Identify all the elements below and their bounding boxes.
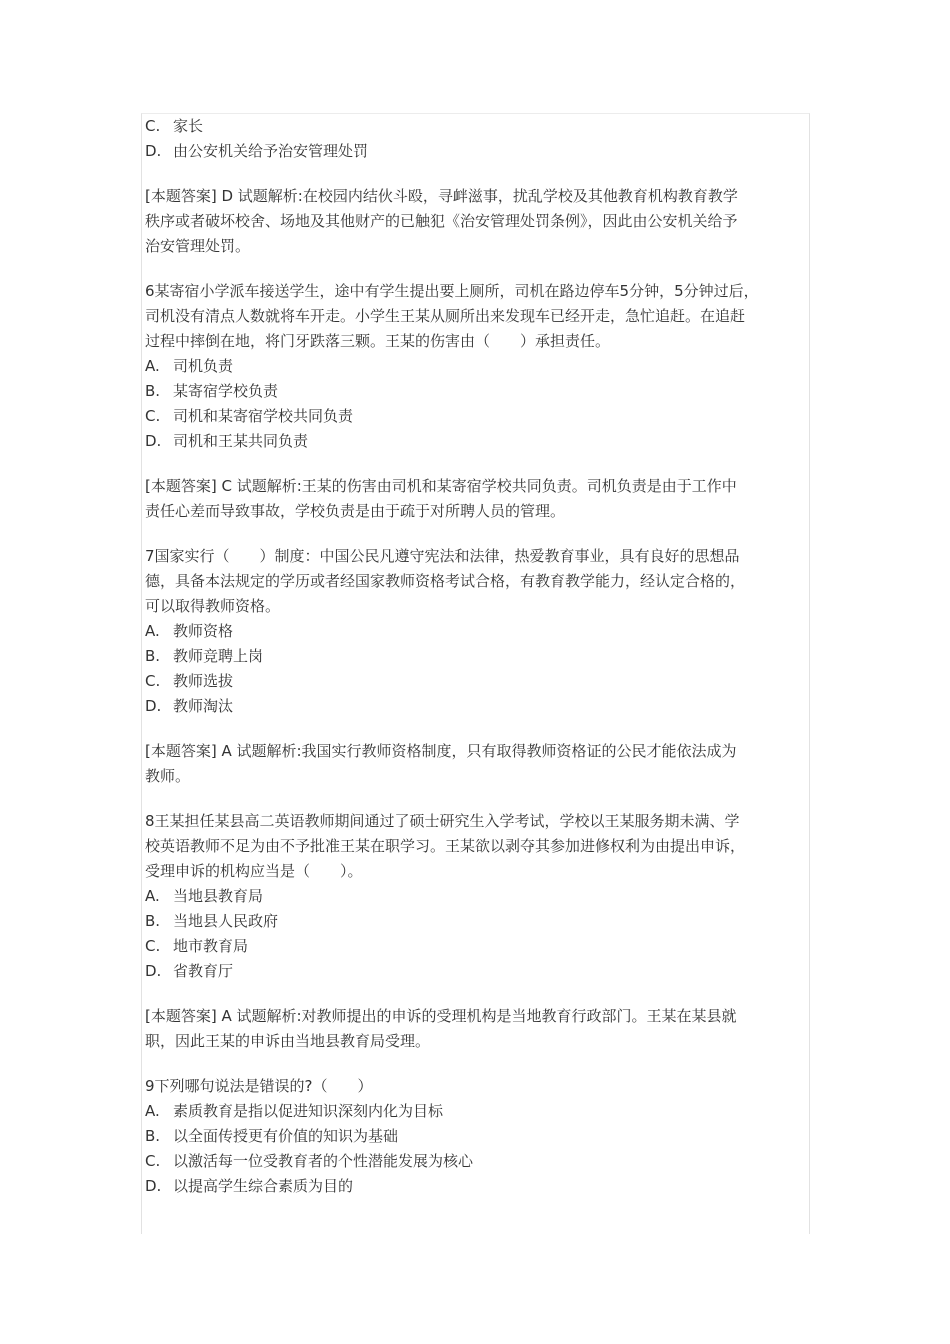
option-d: D. 司机和王某共同负责 bbox=[145, 432, 309, 450]
option-c: C. 地市教育局 bbox=[145, 937, 249, 955]
question-6-text: 6某寄宿小学派车接送学生，途中有学生提出要上厕所，司机在路边停车5分钟，5分钟过后， 司机没有清点人数就将车开走。小学生王某从厕所出来发现车已经开走，急忙追赶。在追赶 过程中摔倒在地，将门牙跌落三颗。王某的伤害由（ ）承担责任。 bbox=[145, 282, 759, 350]
question-6-answer: [本题答案] C 试题解析:王某的伤害由司机和某寄宿学校共同负责。司机负责是由于工作中 责任心差而导致事故，学校负责是由于疏于对所聘人员的管理。 bbox=[145, 477, 737, 520]
option-b: B. 某寄宿学校负责 bbox=[145, 382, 279, 400]
question-5-options bbox=[145, 114, 807, 164]
question-7-answer: [本题答案] A 试题解析:我国实行教师资格制度，只有取得教师资格证的公民才能依法成为 教师。 bbox=[145, 742, 737, 785]
option-a: A. 司机负责 bbox=[145, 357, 234, 375]
option-d: D. 省教育厅 bbox=[145, 962, 234, 980]
option-c: C. 家长 bbox=[145, 117, 204, 135]
option-d: D. 教师淘汰 bbox=[145, 697, 234, 715]
question-9-text: 9下列哪句说法是错误的?（ ） bbox=[145, 1077, 373, 1095]
question-7-options bbox=[145, 619, 807, 719]
option-d: D. 由公安机关给予治安管理处罚 bbox=[145, 142, 369, 160]
option-b: B. 教师竞聘上岗 bbox=[145, 647, 264, 665]
question-8-options bbox=[145, 884, 807, 984]
option-c: C. 以激活每一位受教育者的个性潜能发展为核心 bbox=[145, 1152, 474, 1170]
option-a: A. 当地县教育局 bbox=[145, 887, 264, 905]
option-b: B. 当地县人民政府 bbox=[145, 912, 279, 930]
option-a: A. 素质教育是指以促进知识深刻内化为目标 bbox=[145, 1102, 444, 1120]
question-6-options bbox=[145, 354, 807, 454]
option-a: A. 教师资格 bbox=[145, 622, 234, 640]
question-7-text: 7国家实行（ ）制度：中国公民凡遵守宪法和法律，热爱教育事业，具有良好的思想品 德，具备本法规定的学历或者经国家教师资格考试合格，有教育教学能力，经认定合格的， 可以取得教师资格。 bbox=[145, 547, 746, 615]
option-c: C. 教师选拔 bbox=[145, 672, 234, 690]
option-c: C. 司机和某寄宿学校共同负责 bbox=[145, 407, 354, 425]
question-5-answer: [本题答案] D 试题解析:在校园内结伙斗殴，寻衅滋事，扰乱学校及其他教育机构教育教学 秩序或者破坏校舍、场地及其他财产的已触犯《治安管理处罚条例》，因此由公安机关给予 治安管理处罚。 bbox=[145, 187, 738, 255]
question-9-options bbox=[145, 1099, 807, 1199]
question-8-text: 8王某担任某县高二英语教师期间通过了硕士研究生入学考试，学校以王某服务期未满、学 校英语教师不足为由不予批准王某在职学习。王某欲以剥夺其参加进修权利为由提出申诉， 受理申诉的机构应当是（ ）。 bbox=[145, 812, 746, 880]
option-b: B. 以全面传授更有价值的知识为基础 bbox=[145, 1127, 399, 1145]
document-content bbox=[145, 114, 807, 1199]
question-8-answer: [本题答案] A 试题解析:对教师提出的申诉的受理机构是当地教育行政部门。王某在某县就 职，因此王某的申诉由当地县教育局受理。 bbox=[145, 1007, 737, 1050]
option-d: D. 以提高学生综合素质为目的 bbox=[145, 1177, 354, 1195]
